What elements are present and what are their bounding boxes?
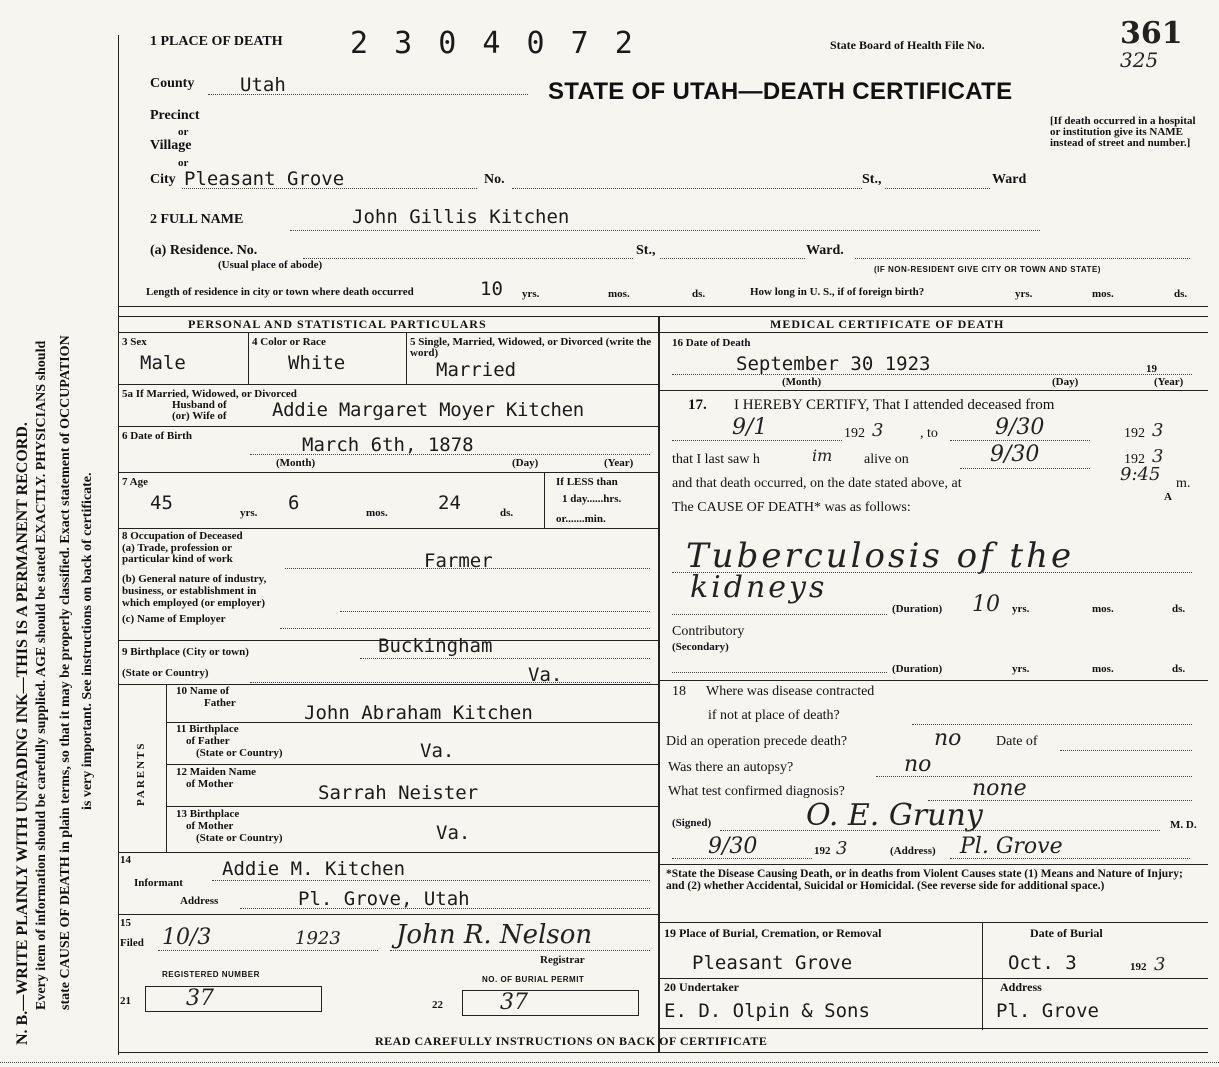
- father-label-1: 10 Name of: [176, 685, 230, 697]
- birthplace-line: [360, 658, 650, 659]
- row-signed-line: [658, 864, 1208, 865]
- length-ds: ds.: [692, 288, 706, 300]
- less-than-label: If LESS than: [556, 476, 618, 488]
- dob-value: March 6th, 1878: [302, 434, 474, 456]
- registered-number-idx: 21: [120, 995, 131, 1007]
- side-note-2: Every item of information should be carefully supplied. AGE should be stated EXACTLY. PHYSICIANS should: [34, 340, 49, 1010]
- mother-birthplace-label-1: 13 Birthplace: [176, 808, 240, 820]
- contracted-label-1: Where was disease contracted: [706, 684, 875, 699]
- alive-on-date: 9/30: [990, 442, 1040, 467]
- attended-to-year-digit: 3: [1152, 420, 1164, 441]
- dob-label: 6 Date of Birth: [122, 430, 192, 442]
- age-days: 24: [438, 492, 461, 514]
- attended-to-year: 192: [1124, 426, 1145, 441]
- filed-date: 10/3: [162, 925, 212, 950]
- operation-date-label: Date of: [996, 734, 1038, 749]
- father-label-2: Father: [204, 697, 236, 709]
- file-no-alt: 325: [1120, 48, 1159, 72]
- cause-footnote: *State the Disease Causing Death, or in deaths from Violent Causes state (1) Means and Nature of Injury; and (2) whether Accidental, Suicidal or Homicidal. (See reverse side for additional space.): [666, 868, 1183, 892]
- dob-year-label: (Year): [604, 457, 634, 469]
- frame-bottom: [118, 1052, 1208, 1053]
- village-label: Village: [150, 138, 192, 153]
- alive-on-label: alive on: [864, 452, 909, 467]
- registrar-label: Registrar: [540, 954, 585, 966]
- precinct-label: Precinct: [150, 108, 200, 123]
- parents-divider: [166, 684, 167, 852]
- us-ds: ds.: [1174, 288, 1188, 300]
- sex-value: Male: [140, 352, 186, 374]
- father-birthplace-value: Va.: [420, 740, 455, 762]
- non-resident-note: (IF NON-RESIDENT GIVE CITY OR TOWN AND STATE): [874, 265, 1101, 274]
- residence-st-line: [660, 258, 805, 259]
- city-label: City: [150, 172, 176, 187]
- marital-label: 5 Single, Married, Widowed, or Divorced (write the word): [410, 336, 652, 359]
- length-mos: mos.: [608, 288, 630, 300]
- burial-date-label: Date of Burial: [1030, 926, 1103, 940]
- alive-on-line: [960, 468, 1090, 469]
- column-divider: [658, 316, 660, 1052]
- last-saw-him: im: [812, 446, 833, 465]
- signed-rule: [720, 830, 1160, 831]
- hospital-note: [If death occurred in a hospital or institution give its NAME instead of street and number.]: [1050, 115, 1196, 149]
- personal-header-line: [118, 332, 658, 333]
- age-ds-label: ds.: [500, 507, 514, 519]
- less-or-min: or.......min.: [556, 513, 606, 525]
- operation-date-rule: [1060, 750, 1192, 751]
- full-name-label: 2 FULL NAME: [150, 212, 244, 227]
- row-mother-line: [166, 806, 658, 807]
- duration-yrs: yrs.: [1012, 603, 1030, 615]
- occupation-b3: which employed (or employer): [122, 597, 266, 609]
- duration-label: (Duration): [892, 603, 943, 615]
- burial-permit-box: [462, 990, 639, 1016]
- attended-from-line: [672, 440, 842, 441]
- age-months: 6: [288, 492, 300, 514]
- length-residence-label: Length of residence in city or town where death occurred: [146, 286, 414, 298]
- attended-from: 9/1: [732, 415, 768, 440]
- employer-line: [280, 628, 650, 629]
- cause-line-1: Tuberculosis of the: [686, 536, 1075, 576]
- registrar-line: [390, 950, 650, 951]
- attended-to-line: [950, 440, 1090, 441]
- birthplace-state-line: [250, 682, 650, 683]
- occupation-c: (c) Name of Employer: [122, 613, 226, 625]
- registered-number: 37: [186, 986, 214, 1011]
- burial-permit-idx: 22: [432, 999, 443, 1011]
- filed-line: [158, 950, 378, 951]
- residence-label: (a) Residence. No.: [150, 243, 258, 258]
- autopsy-value: no: [904, 752, 932, 777]
- filed-year: 1923: [295, 928, 341, 949]
- sign-address-label: (Address): [890, 845, 936, 857]
- row-cause-line: [658, 680, 1208, 681]
- undertaker-address-label: Address: [1000, 980, 1042, 994]
- undertaker-value: E. D. Olpin & Sons: [664, 1000, 870, 1022]
- or-label-1: or: [178, 126, 189, 138]
- alive-on-year: 192: [1124, 452, 1145, 467]
- us-mos: mos.: [1092, 288, 1114, 300]
- duration-ds: ds.: [1172, 603, 1186, 615]
- contrib-ds: ds.: [1172, 663, 1186, 675]
- birthplace-label: 9 Birthplace (City or town): [122, 646, 249, 658]
- footer-instructions: READ CAREFULLY INSTRUCTIONS ON BACK OF CERTIFICATE: [375, 1034, 768, 1048]
- birthplace-state-label: (State or Country): [122, 667, 209, 679]
- dob-line: [250, 454, 650, 455]
- informant-no: 14: [120, 854, 131, 866]
- age-yrs-label: yrs.: [240, 507, 258, 519]
- informant-address-line: [240, 908, 650, 909]
- occupation-a1: (a) Trade, profession or: [122, 542, 232, 554]
- industry-line: [340, 611, 650, 612]
- row-spouse-line: [118, 426, 658, 427]
- duration-value: 10: [972, 592, 1000, 617]
- header-divider: [118, 306, 1208, 307]
- burial-place-value: Pleasant Grove: [692, 952, 853, 974]
- sign-address: Pl. Grove: [960, 834, 1063, 859]
- attended-to: 9/30: [995, 415, 1045, 440]
- informant-line: [212, 880, 650, 881]
- document-title: STATE OF UTAH—DEATH CERTIFICATE: [548, 78, 1013, 105]
- contrib-yrs: yrs.: [1012, 663, 1030, 675]
- age-divider: [544, 472, 545, 528]
- contrib-mos: mos.: [1092, 663, 1114, 675]
- marital-value: Married: [436, 359, 517, 381]
- attended-from-year: 192: [844, 426, 865, 441]
- certify-text: I HEREBY CERTIFY, That I attended deceased from: [734, 397, 1055, 413]
- city-ward-label: Ward: [992, 172, 1027, 187]
- burial-place-label: 19 Place of Burial, Cremation, or Removal: [664, 926, 882, 940]
- us-label: How long in U. S., if of foreign birth?: [750, 286, 925, 298]
- filed-label: Filed: [120, 937, 144, 949]
- city-st-label: St.,: [862, 172, 882, 187]
- father-birthplace-label-3: (State or Country): [196, 747, 283, 759]
- death-year-label: (Year): [1154, 376, 1184, 388]
- row-father-line: [166, 722, 658, 723]
- test-label: What test confirmed diagnosis?: [668, 784, 845, 799]
- mother-birthplace-label-2: of Mother: [186, 820, 234, 832]
- death-date-label: 16 Date of Death: [672, 337, 751, 349]
- certify-no: 17.: [688, 397, 707, 413]
- autopsy-rule: [876, 776, 1192, 777]
- registered-number-box: [145, 986, 322, 1012]
- death-time-m: m.: [1176, 476, 1191, 491]
- burial-permit: 37: [500, 990, 528, 1015]
- occupation-label: 8 Occupation of Deceased: [122, 530, 243, 542]
- parents-label: PARENTS: [135, 741, 147, 806]
- side-note-1: N. B.—WRITE PLAINLY WITH UNFADING INK—THIS IS A PERMANENT RECORD.: [14, 422, 31, 1045]
- ward-line: [885, 188, 990, 189]
- cause-label: The CAUSE OF DEATH* was as follows:: [672, 500, 911, 515]
- filed-no: 15: [120, 917, 131, 929]
- personal-header: PERSONAL AND STATISTICAL PARTICULARS: [188, 317, 487, 331]
- signed-label: (Signed): [672, 817, 712, 829]
- sign-date: 9/30: [708, 834, 758, 859]
- county-value: Utah: [240, 74, 286, 96]
- sign-year: 192: [814, 845, 831, 857]
- death-date-19: 19: [1146, 363, 1157, 375]
- file-no-label: State Board of Health File No.: [830, 38, 985, 52]
- mother-birthplace-value: Va.: [436, 822, 471, 844]
- spouse-label-2: Husband of: [172, 399, 227, 411]
- residence-st-label: St.,: [636, 243, 656, 258]
- contracted-rule: [912, 724, 1192, 725]
- row-footnote-line: [658, 922, 1208, 923]
- sex-label: 3 Sex: [122, 336, 147, 348]
- last-saw-label: that I last saw h: [672, 452, 760, 467]
- us-yrs: yrs.: [1015, 288, 1033, 300]
- spouse-label-1: 5a If Married, Widowed, or Divorced: [122, 388, 297, 400]
- occupation-line: [285, 568, 650, 569]
- birthplace-city: Buckingham: [378, 635, 493, 657]
- autopsy-label: Was there an autopsy?: [668, 760, 794, 775]
- burial-year-digit: 3: [1154, 954, 1166, 975]
- length-yrs: yrs.: [522, 288, 540, 300]
- row-informant-line: [118, 914, 658, 915]
- or-label-2: or: [178, 157, 189, 169]
- alive-on-year-digit: 3: [1152, 446, 1164, 467]
- death-date-line: [672, 374, 1192, 375]
- dob-month-label: (Month): [276, 457, 316, 469]
- contrib-duration-label: (Duration): [892, 663, 943, 675]
- contracted-label-2: if not at place of death?: [708, 708, 840, 723]
- row-father-bp-line: [166, 764, 658, 765]
- contributory-label: Contributory: [672, 624, 745, 639]
- informant-address-value: Pl. Grove, Utah: [298, 888, 470, 910]
- side-note-3: state CAUSE OF DEATH in plain terms, so that it may be properly classified. Exact statement of OCCUPATION: [58, 335, 73, 1010]
- row-death-date-line: [658, 390, 1208, 391]
- occupation-b1: (b) General nature of industry,: [122, 573, 267, 585]
- death-occurred-label: and that death occurred, on the date stated above, at: [672, 476, 962, 491]
- burial-divider: [982, 922, 983, 1030]
- md-label: M. D.: [1170, 819, 1197, 831]
- attended-to-label: , to: [920, 426, 938, 441]
- certificate-number: 2 3 0 4 0 7 2: [350, 26, 637, 61]
- color-divider: [406, 332, 407, 384]
- spouse-label-3: (or) Wife of: [172, 410, 227, 422]
- length-residence-value: 10: [480, 278, 503, 300]
- death-time-am: A: [1164, 491, 1172, 503]
- operation-label: Did an operation precede death?: [666, 734, 848, 749]
- street-line: [512, 188, 862, 189]
- city-no-label: No.: [484, 172, 505, 187]
- residence-ward-label: Ward.: [806, 243, 844, 258]
- burial-year: 192: [1130, 961, 1147, 973]
- undertaker-address-value: Pl. Grove: [996, 1000, 1099, 1022]
- cause-line-2: kidneys: [690, 570, 828, 605]
- mother-label-1: 12 Maiden Name: [176, 766, 257, 778]
- residence-ward-line: [855, 258, 1190, 259]
- row-burial-line: [658, 978, 1208, 979]
- informant-address-label: Address: [180, 895, 219, 907]
- occupation-b2: business, or establishment in: [122, 585, 257, 597]
- registered-number-label: REGISTERED NUMBER: [162, 970, 260, 979]
- dob-day-label: (Day): [512, 457, 539, 469]
- full-name-value: John Gillis Kitchen: [352, 206, 570, 228]
- mother-birthplace-label-3: (State or Country): [196, 832, 283, 844]
- row-mother-bp-line: [118, 852, 658, 853]
- death-time: 9:45: [1120, 464, 1161, 485]
- occupation-value: Farmer: [424, 550, 493, 572]
- county-label: County: [150, 76, 195, 91]
- cause-line-2-rule: [672, 614, 887, 615]
- side-note-4: is very important. See instructions on back of certificate.: [80, 472, 95, 810]
- q18-no: 18: [672, 684, 686, 699]
- row-dob-line: [118, 472, 658, 473]
- physician-signature: O. E. Gruny: [806, 798, 983, 833]
- death-date-value: September 30 1923: [736, 353, 931, 375]
- full-name-line: [290, 230, 1040, 231]
- row-age-line: [118, 528, 658, 529]
- row-sex-line: [118, 384, 658, 385]
- residence-line: [303, 258, 633, 259]
- sign-address-rule: [950, 858, 1190, 859]
- age-years: 45: [150, 492, 173, 514]
- color-label: 4 Color or Race: [252, 336, 326, 348]
- mother-value: Sarrah Neister: [318, 782, 479, 804]
- sex-divider: [248, 332, 249, 384]
- age-mos-label: mos.: [366, 507, 388, 519]
- file-no: 361: [1120, 16, 1183, 51]
- row-undertaker-line: [658, 1028, 1208, 1029]
- color-value: White: [288, 352, 346, 374]
- attended-from-year-digit: 3: [872, 420, 884, 441]
- test-value: none: [972, 776, 1027, 801]
- duration-mos: mos.: [1092, 603, 1114, 615]
- age-label: 7 Age: [122, 476, 148, 488]
- sign-year-digit: 3: [836, 838, 848, 859]
- father-birthplace-label-2: of Father: [186, 735, 230, 747]
- operation-value: no: [934, 726, 962, 751]
- place-of-death-label: 1 PLACE OF DEATH: [150, 34, 283, 49]
- frame-left: [118, 35, 119, 1055]
- city-line: [182, 188, 477, 189]
- residence-sub: (Usual place of abode): [218, 259, 323, 271]
- less-day-hrs: 1 day......hrs.: [562, 493, 622, 505]
- death-day-label: (Day): [1052, 376, 1079, 388]
- informant-label: Informant: [134, 877, 183, 889]
- mother-label-2: of Mother: [186, 778, 234, 790]
- informant-value: Addie M. Kitchen: [222, 858, 406, 880]
- birthplace-state: Va.: [528, 664, 563, 686]
- spouse-value: Addie Margaret Moyer Kitchen: [272, 399, 584, 421]
- burial-date-value: Oct. 3: [1008, 952, 1077, 974]
- sign-date-rule: [672, 858, 812, 859]
- occupation-a2: particular kind of work: [122, 553, 233, 565]
- father-birthplace-label-1: 11 Birthplace: [176, 723, 239, 735]
- city-value: Pleasant Grove: [184, 168, 345, 190]
- father-value: John Abraham Kitchen: [304, 702, 533, 724]
- burial-permit-label: NO. OF BURIAL PERMIT: [482, 975, 585, 984]
- registrar-signature: John R. Nelson: [396, 920, 593, 950]
- contributory-rule: [672, 672, 887, 673]
- medical-header: MEDICAL CERTIFICATE OF DEATH: [770, 317, 1005, 331]
- secondary-label: (Secondary): [672, 641, 729, 653]
- medical-header-line: [658, 332, 1208, 333]
- undertaker-label: 20 Undertaker: [664, 980, 739, 994]
- perforation: [0, 1062, 1219, 1063]
- death-month-label: (Month): [782, 376, 822, 388]
